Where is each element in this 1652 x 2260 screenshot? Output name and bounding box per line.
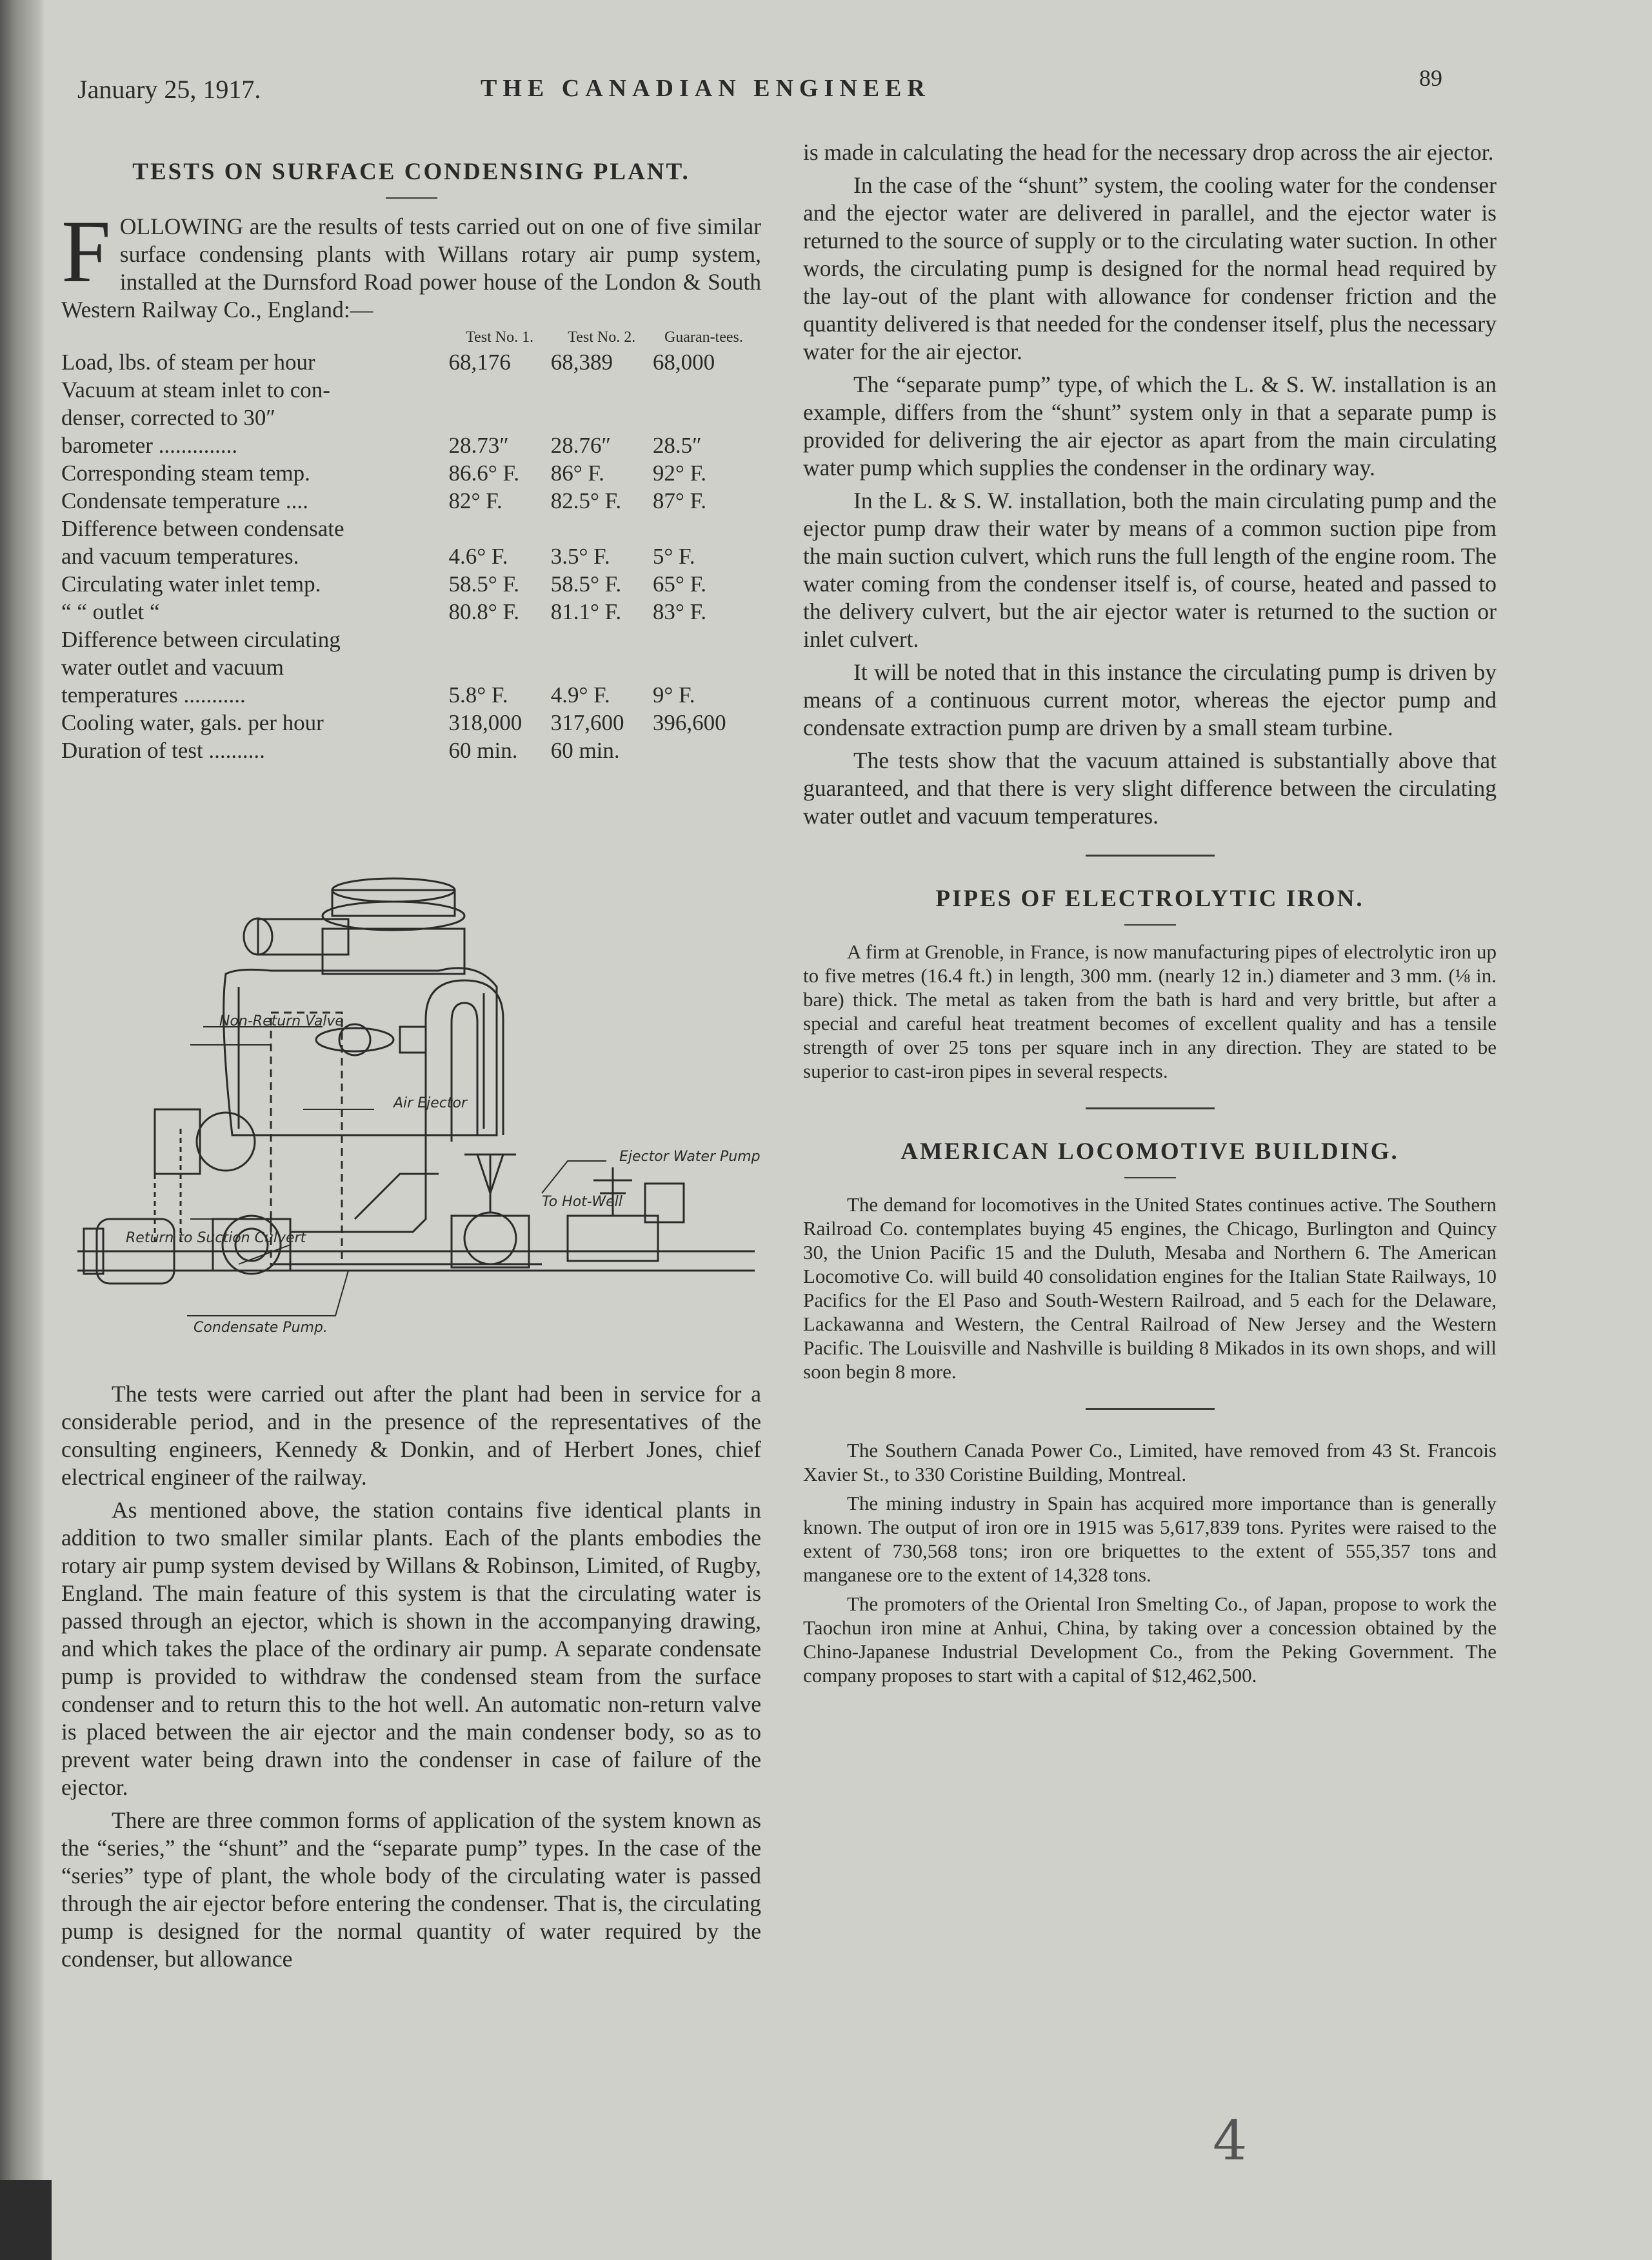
row-label: barometer .............. bbox=[61, 433, 238, 458]
row-value bbox=[449, 515, 551, 542]
col-header-test1: Test No. 1. bbox=[466, 329, 534, 346]
drop-cap: F bbox=[61, 202, 111, 301]
table-row bbox=[61, 515, 755, 542]
intro-text: OLLOWING are the results of tests carried out on one of five similar surface condensing plants with Willans rotary air pump system, installed at the Durnsford Road power house of the London & South Western Railway Co., England:— bbox=[61, 213, 761, 322]
section-separator bbox=[1086, 855, 1215, 857]
table-row bbox=[61, 487, 755, 515]
row-value: 5.8° F. bbox=[448, 682, 508, 708]
row-value bbox=[449, 404, 551, 431]
table-row bbox=[61, 709, 755, 737]
table-row bbox=[61, 653, 755, 681]
row-label: Duration of test .......... bbox=[61, 738, 265, 763]
table-row bbox=[61, 404, 755, 431]
col-header-test2: Test No. 2. bbox=[568, 329, 636, 346]
row-value: 9° F. bbox=[652, 682, 695, 708]
section-separator bbox=[1086, 1107, 1215, 1109]
label-to-hot-well: To Hot-Well bbox=[542, 1194, 622, 1210]
article2-body-wrap bbox=[803, 940, 1497, 1083]
row-value: 82° F. bbox=[448, 488, 503, 513]
page-number: 89 bbox=[1419, 65, 1442, 91]
row-value: 317,600 bbox=[550, 710, 624, 735]
left-column-top bbox=[61, 158, 761, 764]
row-value bbox=[653, 376, 755, 404]
row-label: “ “ outlet “ bbox=[61, 599, 160, 624]
row-value: 5° F. bbox=[652, 544, 695, 569]
test-results-table bbox=[61, 329, 755, 764]
title-rule bbox=[386, 197, 437, 199]
right-paragraph: is made in calculating the head for the necessary drop across the air ejector. bbox=[803, 139, 1494, 165]
row-value bbox=[551, 626, 653, 653]
row-value: 80.8° F. bbox=[448, 599, 519, 624]
note-item: The mining industry in Spain has acquired more importance than is generally known. The output of iron ore in 1915 was 5,617,839 tons. Pyrites were raised to the extent of 730,568 tons; iron ore briquettes to the extent of 555,357 tons and manganese ore to the extent of 14,328 tons. bbox=[803, 1492, 1497, 1586]
row-label: Condensate temperature .... bbox=[61, 488, 308, 513]
label-condensate-pump: Condensate Pump. bbox=[194, 1320, 328, 1336]
row-value bbox=[653, 404, 755, 431]
row-value: 28.5″ bbox=[652, 433, 702, 458]
table-row bbox=[61, 431, 755, 459]
row-value: 81.1° F. bbox=[550, 599, 622, 624]
table-row bbox=[61, 598, 755, 626]
row-label: denser, corrected to 30″ bbox=[61, 405, 275, 430]
col-header-guarantees: Guaran-tees. bbox=[664, 329, 743, 346]
left-paragraph: The tests were carried out after the plant had been in service for a considerable period, and in the presence of the representatives of the consulting engineers, Kennedy & Donkin, and of Herbert Jones, chief electrical engineer of the railway. bbox=[61, 1381, 761, 1490]
row-value: 396,600 bbox=[652, 710, 726, 735]
row-value: 60 min. bbox=[550, 738, 620, 763]
row-label: Difference between condensate bbox=[61, 516, 344, 541]
condensing-plant-drawing bbox=[77, 858, 761, 1354]
row-label: and vacuum temperatures. bbox=[61, 544, 299, 569]
binding-corner bbox=[0, 2180, 52, 2260]
row-value bbox=[449, 653, 551, 681]
article3-title: AMERICAN LOCOMOTIVE BUILDING. bbox=[901, 1138, 1399, 1165]
running-date: January 25, 1917. bbox=[77, 75, 261, 104]
row-value: 318,000 bbox=[448, 710, 522, 735]
article1-title: TESTS ON SURFACE CONDENSING PLANT. bbox=[132, 159, 690, 185]
row-value: 86.6° F. bbox=[448, 461, 519, 486]
row-value bbox=[551, 515, 653, 542]
row-value bbox=[449, 376, 551, 404]
label-non-return: Non-Return Valve bbox=[219, 1013, 344, 1029]
row-value bbox=[551, 376, 653, 404]
table-row bbox=[61, 570, 755, 598]
table-row bbox=[61, 681, 755, 709]
row-value: 92° F. bbox=[652, 461, 706, 486]
pencil-mark: 4 bbox=[1213, 2109, 1248, 2172]
plant-drawing-svg bbox=[77, 858, 761, 1354]
right-paragraph: The “separate pump” type, of which the L. & S. W. installation is an example, differs from the “shunt” system only in that a separate pump is provided for delivering the air ejector as apart from the main circulating water pump which supplies the condenser in the ordinary way. bbox=[803, 372, 1497, 481]
row-value: 60 min. bbox=[448, 738, 518, 763]
table-row bbox=[61, 348, 755, 376]
label-air-ejector: Air Ejector bbox=[393, 1095, 467, 1111]
section-separator bbox=[1086, 1408, 1215, 1410]
left-column-bottom bbox=[61, 1380, 761, 1978]
row-value bbox=[551, 404, 653, 431]
notes bbox=[803, 1438, 1497, 1687]
row-value: 4.6° F. bbox=[448, 544, 508, 569]
article2-title: PIPES OF ELECTROLYTIC IRON. bbox=[935, 886, 1364, 912]
row-label: Vacuum at steam inlet to con- bbox=[61, 377, 330, 402]
row-value: 86° F. bbox=[550, 461, 604, 486]
note-item: The Southern Canada Power Co., Limited, have removed from 43 St. Francois Xavier St., to 330 Coristine Building, Montreal. bbox=[803, 1439, 1497, 1485]
article2-body: A firm at Grenoble, in France, is now manufacturing pipes of electrolytic iron up to five metres (16.4 ft.) in length, 300 mm. (nearly 12 in.) diameter and 3 mm. (⅛ in. bare) thick. The metal as taken from the bath is hard and very brittle, but after a special and careful heat treatment becomes of excellent quality and has a tensile strength of over 25 tons per square inch in any direction. They are stated to be superior to cast-iron pipes in several respects. bbox=[803, 940, 1497, 1082]
article3-body: The demand for locomotives in the United States continues active. The Southern Railroad Co. contemplates buying 45 engines, the Chicago, Burlington and Quincy 30, the Union Pacific 15 and the Duluth, Mesaba and Northern 6. The American Locomotive Co. will build 40 consolidation engines for the Italian State Railways, 10 Pacifics for the El Paso and South-Western Railroad, and 5 each for the Delaware, Lackawanna and Western, the Central Railroad of New Jersey and the Western Pacific. The Louisville and Nashville is building 8 Mikados in its own shops, and will soon begin 8 more. bbox=[803, 1193, 1497, 1383]
article1-intro bbox=[61, 202, 761, 324]
table-row bbox=[61, 626, 755, 653]
row-value bbox=[449, 626, 551, 653]
row-value bbox=[551, 653, 653, 681]
row-label: Load, lbs. of steam per hour bbox=[61, 350, 315, 375]
row-value: 58.5° F. bbox=[550, 571, 622, 597]
row-value: 3.5° F. bbox=[550, 544, 610, 569]
row-value: 65° F. bbox=[652, 571, 706, 597]
row-value: 68,389 bbox=[550, 350, 613, 375]
row-label: Corresponding steam temp. bbox=[61, 461, 310, 486]
row-label: temperatures ........... bbox=[61, 682, 246, 708]
row-label: Difference between circulating bbox=[61, 627, 341, 652]
row-value: 82.5° F. bbox=[550, 488, 622, 513]
right-paragraph: In the L. & S. W. installation, both the main circulating pump and the ejector pump draw their water by means of a common suction pipe from the main suction culvert, which runs the full length of the engine room. The water coming from the condenser itself is, of course, heated and passed to the delivery culvert, but the air ejector water is returned to the suction or inlet culvert. bbox=[803, 488, 1497, 652]
right-paragraph: It will be noted that in this instance the circulating pump is driven by means of a continuous current motor, whereas the ejector pump and condensate extraction pump are driven by a small steam turbine. bbox=[803, 659, 1497, 740]
row-value bbox=[653, 515, 755, 542]
row-label: Circulating water inlet temp. bbox=[61, 571, 321, 597]
row-value: 68,176 bbox=[448, 350, 511, 375]
row-label: Cooling water, gals. per hour bbox=[61, 710, 324, 735]
row-value: 68,000 bbox=[652, 350, 715, 375]
row-label: water outlet and vacuum bbox=[61, 655, 284, 680]
right-column bbox=[803, 139, 1497, 1692]
table-row bbox=[61, 376, 755, 404]
label-ejector-water-pump: Ejector Water Pump. bbox=[619, 1149, 761, 1165]
row-value bbox=[653, 737, 755, 764]
row-value: 87° F. bbox=[652, 488, 706, 513]
row-value: 4.9° F. bbox=[550, 682, 610, 708]
row-value: 28.73″ bbox=[448, 433, 509, 458]
table-row bbox=[61, 459, 755, 487]
row-value: 28.76″ bbox=[550, 433, 612, 458]
binding-shadow bbox=[0, 0, 45, 2260]
row-value: 83° F. bbox=[652, 599, 706, 624]
article3-body-wrap bbox=[803, 1193, 1497, 1383]
journal-title: THE CANADIAN ENGINEER bbox=[481, 75, 931, 102]
row-value bbox=[653, 653, 755, 681]
table-row bbox=[61, 542, 755, 570]
left-paragraph: There are three common forms of application of the system known as the “series,” the “shunt” and the “separate pump” types. In the case of the “series” type of plant, the whole body of the circulating water is passed through the air ejector before entering the condenser. That is, the circulating pump is designed for the normal quantity of water required by the condenser, but allowance bbox=[61, 1807, 761, 1972]
title-rule bbox=[1124, 1177, 1176, 1178]
right-paragraph: The tests show that the vacuum attained is substantially above that guaranteed, and that there is very slight difference between the circulating water outlet and vacuum temperatures. bbox=[803, 748, 1497, 829]
table-row bbox=[61, 737, 755, 764]
left-paragraph: As mentioned above, the station contains five identical plants in addition to two smaller similar plants. Each of the plants embodies the rotary air pump system devised by Willans & Robinson, Limited, of Rugby, England. The main feature of this system is that the circulating water is passed through an ejector, which is shown in the accompanying drawing, and which takes the place of the ordinary air pump. A separate condensate pump is provided to withdraw the condensed steam from the surface condenser and to return this to the hot well. An automatic non-return valve is placed between the air ejector and the main condenser body, so as to prevent water being drawn into the condenser in case of failure of the ejector. bbox=[61, 1497, 761, 1800]
row-value: 58.5° F. bbox=[448, 571, 519, 597]
title-rule bbox=[1124, 924, 1176, 926]
label-return-suction: Return to Suction Culvert bbox=[126, 1230, 306, 1246]
right-paragraph: In the case of the “shunt” system, the cooling water for the condenser and the ejector water are delivered in parallel, and the ejector water is returned to the source of supply or to the circulating water suction. In other words, the circulating pump is designed for the normal head required by the lay-out of the plant with allowance for condenser friction and the quantity delivered is that needed for the condenser itself, plus the necessary water for the air ejector. bbox=[803, 172, 1497, 364]
row-value bbox=[653, 626, 755, 653]
note-item: The promoters of the Oriental Iron Smelting Co., of Japan, propose to work the Taochun iron mine at Anhui, China, by taking over a concession obtained by the Chino-Japanese Industrial Development Co., from the Peking Government. The company proposes to start with a capital of $12,462,500. bbox=[803, 1592, 1497, 1687]
